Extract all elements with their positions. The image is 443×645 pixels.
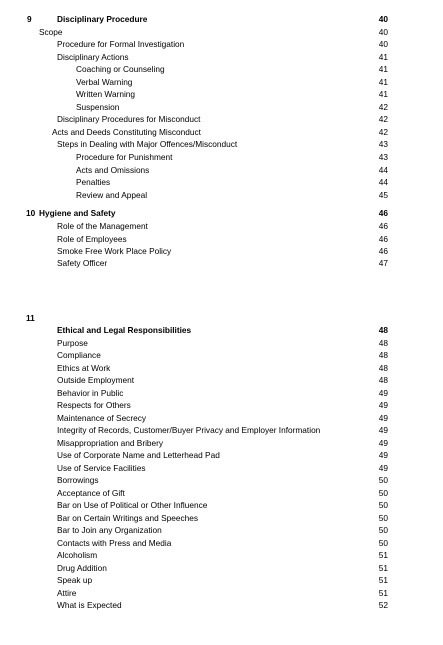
- toc-entry-page: 50: [378, 525, 388, 535]
- toc-entry: [0, 574, 443, 586]
- toc-entry: [0, 374, 443, 386]
- section-11-number: 11: [26, 313, 35, 323]
- toc-entry: [0, 387, 443, 399]
- toc-entry-page: 48: [378, 337, 388, 348]
- toc-entry-page: 49: [378, 425, 388, 435]
- section-11-heading: [0, 324, 443, 336]
- toc-entry: [0, 512, 443, 524]
- toc-entry-title: Integrity of Records, Customer/Buyer Privacy and Employer Information: [57, 425, 321, 435]
- toc-entry-title: Bar to Join any Organization: [57, 525, 162, 535]
- toc-entry-page: 41: [378, 89, 388, 99]
- toc-entry-page: 49: [378, 400, 388, 410]
- toc-entry-page: 46: [378, 246, 388, 256]
- toc-entry: [0, 537, 443, 549]
- toc-entry: [0, 524, 443, 536]
- toc-entry: [0, 233, 443, 245]
- toc-entry: [0, 176, 443, 188]
- toc-entry-page: 51: [378, 575, 388, 585]
- toc-entry-page: 50: [378, 537, 388, 548]
- toc-entry: [0, 449, 443, 461]
- toc-entry-page: 49: [378, 462, 388, 473]
- toc-entry-title: Smoke Free Work Place Policy: [57, 246, 172, 256]
- toc-entry-title: Acts and Omissions: [76, 165, 150, 175]
- toc-entry-title: Disciplinary Procedures for Misconduct: [57, 114, 201, 124]
- toc-entry: [0, 337, 443, 349]
- toc-entry-title: Acts and Deeds Constituting Misconduct: [52, 126, 201, 137]
- section-9-heading: [0, 13, 443, 25]
- toc-entry-title: Alcoholism: [57, 550, 98, 560]
- toc-entry-page: 51: [378, 587, 388, 598]
- toc-entry-page: 50: [378, 475, 388, 485]
- toc-entry-page: 49: [378, 387, 388, 398]
- toc-entry-page: 46: [378, 234, 388, 244]
- toc-entry-page: 40: [378, 39, 388, 49]
- section-10-title: Hygiene and Safety: [39, 208, 116, 218]
- section-10-page: 46: [378, 208, 388, 218]
- toc-entry-title: Drug Addition: [57, 562, 107, 573]
- toc-entry-title: Procedure for Formal Investigation: [57, 39, 185, 49]
- section-10-number: 10: [26, 208, 36, 218]
- toc-entry-title: Bar on Use of Political or Other Influence: [57, 500, 208, 510]
- toc-entry-page: 47: [378, 258, 388, 268]
- toc-entry-title: Use of Corporate Name and Letterhead Pad: [57, 450, 220, 460]
- toc-entry-title: Outside Employment: [57, 375, 135, 385]
- toc-entry-title: Procedure for Punishment: [76, 152, 173, 162]
- toc-entry-page: 45: [378, 190, 388, 200]
- toc-entry-page: 49: [378, 412, 388, 423]
- toc-entry: [0, 587, 443, 599]
- toc-entry: [0, 151, 443, 163]
- toc-entry: [0, 499, 443, 511]
- toc-entry-title: Purpose: [57, 337, 88, 348]
- toc-entry: [0, 138, 443, 150]
- toc-entry-title: Attire: [57, 587, 77, 598]
- toc-entry-page: 40: [378, 26, 388, 37]
- toc-entry: [0, 257, 443, 269]
- toc-entry-page: 42: [378, 126, 388, 137]
- toc-entry: [0, 76, 443, 88]
- toc-entry: [0, 424, 443, 436]
- toc-entry: [0, 562, 443, 574]
- toc-entry: [0, 88, 443, 100]
- toc-entry-title: Use of Service Facilities: [57, 462, 146, 473]
- toc-entry-title: Respects for Others: [57, 400, 131, 410]
- section-9-number: 9: [27, 14, 32, 24]
- toc-entry-page: 41: [378, 76, 388, 87]
- toc-entry: [0, 63, 443, 75]
- toc-entry-title: Review and Appeal: [76, 190, 148, 200]
- toc-entry-page: 49: [378, 450, 388, 460]
- toc-entry-page: 50: [378, 487, 388, 498]
- toc-entry-title: What is Expected: [57, 600, 122, 610]
- toc-entry: [0, 126, 443, 138]
- toc-entry-title: Role of the Management: [57, 221, 148, 231]
- section-9-title: Disciplinary Procedure: [57, 14, 148, 24]
- toc-entry-title: Role of Employees: [57, 234, 127, 244]
- toc-entry-title: Coaching or Counseling: [76, 64, 165, 74]
- toc-entry-title: Acceptance of Gift: [57, 487, 125, 498]
- section-10-heading: [0, 207, 443, 219]
- toc-entry: [0, 51, 443, 63]
- toc-entry-page: 43: [378, 139, 388, 149]
- toc-entry-title: Bar on Certain Writings and Speeches: [57, 512, 198, 523]
- toc-entry-title: Compliance: [57, 350, 101, 360]
- toc-entry-page: 48: [378, 375, 388, 385]
- toc-entry: [0, 26, 443, 38]
- toc-entry: [0, 412, 443, 424]
- toc-entry-page: 50: [378, 512, 388, 523]
- toc-entry-title: Verbal Warning: [76, 76, 133, 87]
- section-11-number-row: [0, 312, 443, 324]
- toc-entry-title: Suspension: [76, 101, 120, 112]
- toc-entry: [0, 245, 443, 257]
- toc-entry-page: 42: [378, 114, 388, 124]
- toc-entry: [0, 349, 443, 361]
- toc-entry: [0, 599, 443, 611]
- toc-entry-page: 42: [378, 101, 388, 112]
- toc-entry: [0, 437, 443, 449]
- toc-entry: [0, 362, 443, 374]
- toc-entry-title: Speak up: [57, 575, 93, 585]
- toc-entry-title: Contacts with Press and Media: [57, 537, 172, 548]
- toc-entry-title: Misappropriation and Bribery: [57, 437, 164, 448]
- toc-entry-page: 50: [378, 500, 388, 510]
- toc-entry: [0, 164, 443, 176]
- toc-entry-page: 43: [378, 152, 388, 162]
- toc-entry-title: Written Warning: [76, 89, 136, 99]
- toc-entry-title: Safety Officer: [57, 258, 108, 268]
- toc-entry: [0, 38, 443, 50]
- toc-entry-title: Steps in Dealing with Major Offences/Misconduct: [57, 139, 238, 149]
- toc-entry: [0, 487, 443, 499]
- toc-entry: [0, 113, 443, 125]
- toc-entry-page: 48: [378, 350, 388, 360]
- section-11-title: Ethical and Legal Responsibilities: [57, 325, 192, 335]
- toc-entry-page: 46: [378, 221, 388, 231]
- toc-entry-page: 44: [378, 177, 388, 187]
- toc-entry-page: 44: [378, 165, 388, 175]
- section-11-page: 48: [378, 325, 388, 335]
- toc-entry: [0, 462, 443, 474]
- toc-entry-title: Behavior in Public: [57, 387, 124, 398]
- toc-entry: [0, 220, 443, 232]
- toc-entry: [0, 474, 443, 486]
- toc-entry: [0, 399, 443, 411]
- section-9-page: 40: [378, 14, 388, 24]
- toc-entry-title: Penalties: [76, 177, 111, 187]
- toc-entry-page: 41: [378, 64, 388, 74]
- toc-entry: [0, 549, 443, 561]
- toc-entry: [0, 189, 443, 201]
- toc-entry-title: Scope: [39, 26, 63, 37]
- toc-entry-page: 41: [378, 51, 388, 62]
- toc-entry-title: Disciplinary Actions: [57, 51, 129, 62]
- toc-entry-page: 49: [378, 437, 388, 448]
- toc-entry-page: 48: [378, 362, 388, 373]
- toc-entry: [0, 101, 443, 113]
- toc-entry-title: Ethics at Work: [57, 362, 111, 373]
- toc-entry-page: 51: [378, 562, 388, 573]
- toc-entry-page: 51: [378, 550, 388, 560]
- toc-entry-title: Borrowings: [57, 475, 99, 485]
- toc-entry-page: 52: [378, 600, 388, 610]
- toc-entry-title: Maintenance of Secrecy: [57, 412, 147, 423]
